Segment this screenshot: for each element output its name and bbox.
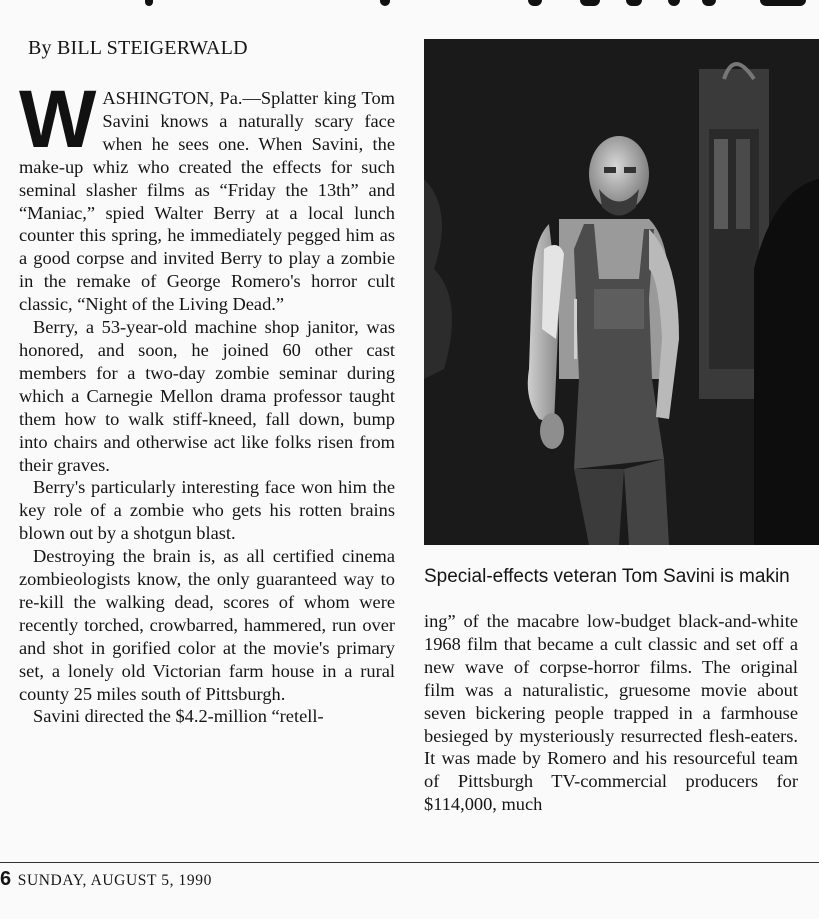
news-photo: [424, 39, 819, 545]
issue-date: SUNDAY, AUGUST 5, 1990: [17, 872, 212, 889]
page-footer: [0, 868, 212, 891]
byline: By BILL STEIGERWALD: [28, 37, 248, 59]
photo-graphic: [424, 39, 819, 545]
top-edge-ink: [0, 0, 819, 10]
photo-caption: Special-effects veteran Tom Savini is makin: [424, 566, 790, 587]
article-continuation: ing” of the macabre low-budget black-and-white 1968 film that became a cult classic and set off a new wave of corpse-horror films. The original film was a naturalistic, gruesome movie about seven bickering people trapped in a farmhouse besieged by mysteriously resurrected flesh-eaters. It was made by Romero and his resourceful team of Pittsburgh TV-commercial producers for $114,000, much: [424, 611, 798, 815]
article-paragraph: Berry's particularly interesting face won him the key role of a zombie who gets his rotten brains blown out by a shotgun blast.: [19, 477, 395, 544]
lead-paragraph: WASHINGTON, Pa.—Splatter king Tom Savini knows a naturally scary face when he sees one. When Savini, the make-up whiz who created the effects for such seminal slasher films as “Friday the 13th” and “Maniac,” spied Walter Berry at a local lunch counter this spring, he immediately pegged him as a good corpse and invited Berry to play a zombie in the remake of George Romero's horror cult classic, “Night of the Living Dead.”: [19, 74, 395, 315]
article-paragraph: Savini directed the $4.2-million “retell-: [33, 706, 324, 727]
page-number: 6: [0, 868, 12, 890]
article-column-right: [424, 610, 798, 816]
article-column-left: [19, 74, 395, 728]
footer-rule: [0, 862, 819, 863]
article-paragraph: Berry, a 53-year-old machine shop janitor, was honored, and soon, he joined 60 other cast members for a two-day zombie seminar during which a Carnegie Mellon drama professor taught them how to walk stiff-kneed, fall down, bump into chairs and otherwise act like folks risen from their graves.: [19, 317, 395, 475]
article-paragraph: Destroying the brain is, as all certified cinema zombieologists know, the only guaranteed way to re-kill the walking dead, scores of whom were recently torched, crowbarred, hammered, run over and shot in gorified color at the movie's primary set, a lonely old Victorian farm house in a rural county 25 miles south of Pittsburgh.: [19, 546, 395, 704]
drop-cap: W: [19, 74, 97, 165]
